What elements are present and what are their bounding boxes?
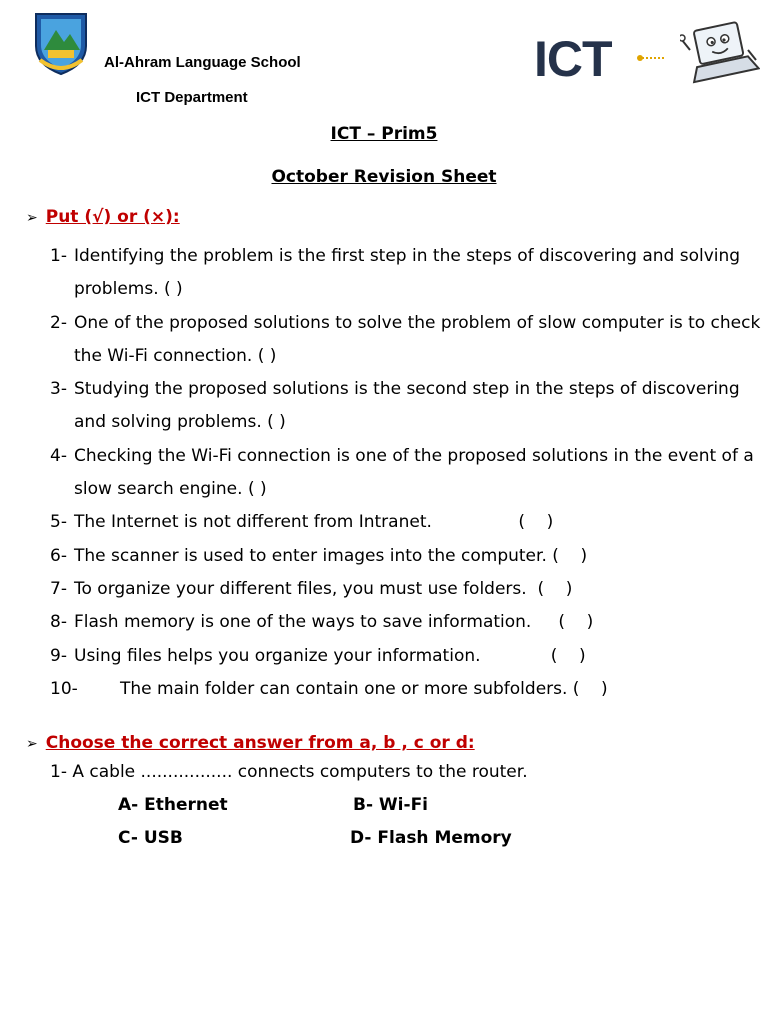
school-name: Al-Ahram Language School bbox=[104, 54, 301, 71]
ict-brand-logo: ICT bbox=[534, 31, 612, 87]
sheet-title: ICT – Prim5 bbox=[330, 124, 438, 144]
question-item: 10- The main folder can contain one or more subfolders. ( ) bbox=[50, 678, 608, 699]
arrow-bullet-icon: ➢ bbox=[26, 210, 38, 226]
question-item: 7- To organize your different files, you must use folders. ( ) bbox=[50, 578, 573, 599]
option-b: B- Wi-Fi bbox=[353, 795, 429, 815]
question-item: 9- Using files helps you organize your information. ( ) bbox=[50, 645, 586, 666]
option-a: A- Ethernet bbox=[118, 795, 228, 815]
section-heading-true-false: ➢ Put (√) or (×): bbox=[26, 207, 180, 227]
question-item: 8- Flash memory is one of the ways to save information. ( ) bbox=[50, 612, 594, 633]
question-item: 4- Checking the Wi-Fi connection is one of the proposed solutions in the event of a slow search engine. ( ) bbox=[50, 445, 754, 500]
mouse-cursor-icon bbox=[636, 48, 668, 68]
question-item: 6- The scanner is used to enter images into the computer. ( ) bbox=[50, 545, 588, 566]
option-c: C- USB bbox=[118, 828, 183, 848]
question-item: 2- One of the proposed solutions to solve the problem of slow computer is to check the Wi-Fi connection. ( ) bbox=[50, 312, 761, 366]
section-heading-multiple-choice: ➢ Choose the correct answer from a, b , c or d: bbox=[26, 733, 475, 753]
laptop-cartoon-icon bbox=[680, 20, 760, 86]
true-false-questions bbox=[50, 240, 762, 706]
question-item: 3- Studying the proposed solutions is the second step in the steps of discovering and solving problems. ( ) bbox=[50, 379, 740, 433]
mcq-question: 1- A cable ................. connects computers to the router. bbox=[50, 762, 528, 782]
department-name: ICT Department bbox=[136, 89, 248, 106]
question-item: 5- The Internet is not different from Intranet. ( ) bbox=[50, 512, 554, 533]
sheet-subtitle: October Revision Sheet bbox=[271, 167, 497, 187]
school-crest-logo bbox=[32, 10, 90, 76]
arrow-bullet-icon: ➢ bbox=[26, 736, 38, 752]
option-d: D- Flash Memory bbox=[350, 828, 512, 848]
question-item: 1- Identifying the problem is the first step in the steps of discovering and solving problems. ( ) bbox=[50, 246, 741, 300]
